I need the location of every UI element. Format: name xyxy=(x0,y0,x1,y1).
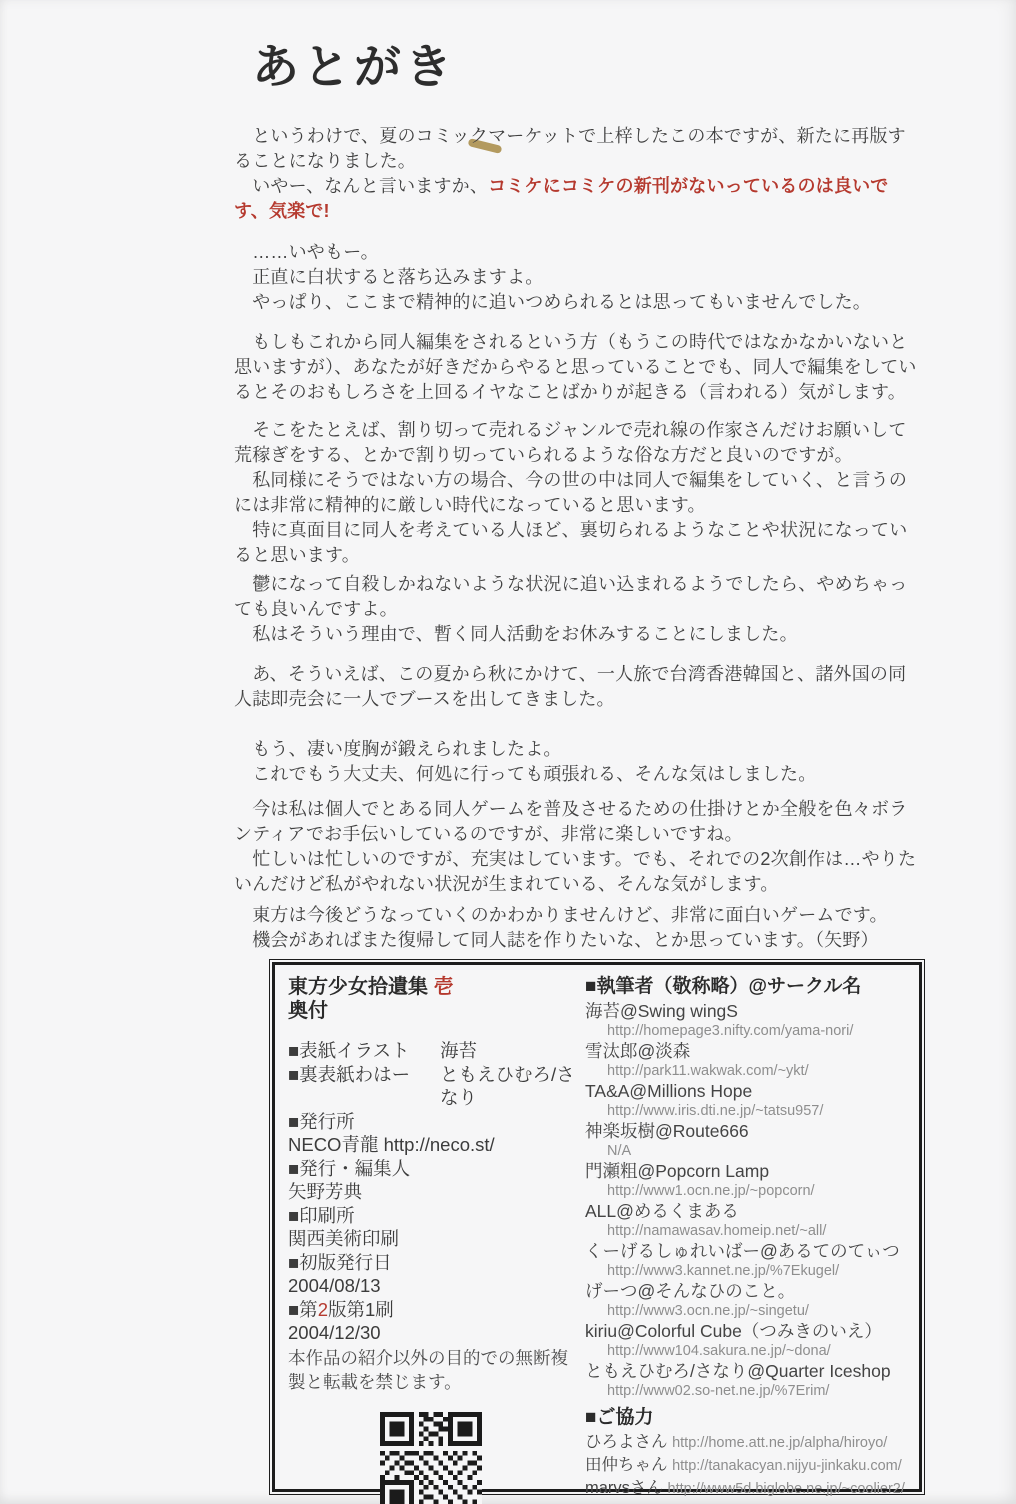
text-line: もう、凄い度胸が鍛えられましたよ。 xyxy=(234,739,562,759)
writer-entry xyxy=(585,1001,917,1041)
writer-entry xyxy=(585,1041,917,1081)
second-edition-date: 2004/12/30 xyxy=(288,1322,381,1343)
text-line: もしもこれから同人編集をされるという方（もうこの時代ではなかなかいないと思いますが）、あなたが好きだからやると思っていることでも、同人で編集をしているとそのおもしろさを上回るイヤなことばかりが起きる（言われる）気がします。 xyxy=(234,332,917,402)
publisher-label: ■発行所 xyxy=(288,1110,355,1132)
paragraph-2 xyxy=(234,240,922,315)
writer-url: http://park11.wakwak.com/~ykt/ xyxy=(607,1062,809,1079)
writer-entry xyxy=(585,1321,917,1361)
writer-url: http://www.iris.dti.ne.jp/~tatsu957/ xyxy=(607,1102,824,1119)
text-line xyxy=(234,174,922,224)
text-line: 機会があればまた復帰して同人誌を作りたいな、とか思っています。（矢野） xyxy=(234,930,879,950)
book-title-volume: 壱 xyxy=(433,976,454,998)
writer-entry xyxy=(585,1361,917,1401)
first-edition-date: 2004/08/13 xyxy=(288,1275,381,1296)
second-edition-label xyxy=(288,1298,580,1322)
text-line: 忙しいは忙しいのですが、充実はしています。でも、それでの2次創作は…やりたいんだけど私がやれない状況が生まれている、そんな気がします。 xyxy=(234,849,917,894)
second-edition-pre: ■第 xyxy=(288,1298,318,1320)
writer-url: http://www1.ocn.ne.jp/~popcorn/ xyxy=(607,1182,815,1199)
writer-entry xyxy=(585,1241,917,1281)
coop-url: http://home.att.ne.jp/alpha/hiroyo/ xyxy=(672,1435,888,1451)
paragraph-9 xyxy=(234,903,922,953)
writer-entry xyxy=(585,1121,917,1161)
writer-name: 雪汰郎@淡森 xyxy=(585,1041,691,1061)
colophon-box xyxy=(272,962,922,1497)
text-segment-red: コミケにコミケの新刊がないっているのは良いです、気楽で! xyxy=(234,176,889,221)
writer-url: http://www3.ocn.ne.jp/~singetu/ xyxy=(607,1302,809,1319)
qr-code xyxy=(380,1412,482,1504)
text-line: 私同様にそうではない方の場合、今の世の中は同人で編集をしていく、と言うのには非常に精神的に厳しい時代になっていると思います。 xyxy=(234,470,908,515)
writer-url: http://www104.sakura.ne.jp/~dona/ xyxy=(607,1342,831,1359)
writer-url: http://www3.kannet.ne.jp/%7Ekugel/ xyxy=(607,1262,840,1279)
text-line: というわけで、夏のコミックマーケットで上梓したこの本ですが、新たに再版することになりました。 xyxy=(234,126,906,171)
coop-entry xyxy=(585,1454,917,1477)
writer-name: 神楽坂樹@Route666 xyxy=(585,1121,749,1141)
coop-name: 田仲ちゃん xyxy=(585,1456,668,1474)
okuzuke-label: 奥付 xyxy=(288,1000,328,1022)
writers-list xyxy=(585,1001,917,1401)
text-line: そこをたとえば、割り切って売れるジャンルで売れ線の作家さんだけお願いして荒稼ぎをする、とかで割り切っていられるような俗な方だと良いのですが。 xyxy=(234,420,907,465)
coop-entry xyxy=(585,1477,917,1500)
cover-credit-row xyxy=(288,1039,580,1063)
writer-name: くーげるしゅれいばー@あるてのてぃつ xyxy=(585,1241,900,1261)
page-title-text: あとがき xyxy=(252,40,456,93)
printer-value: 関西美術印刷 xyxy=(288,1228,400,1249)
writer-entry xyxy=(585,1281,917,1321)
credit-label: ■表紙イラスト xyxy=(288,1040,410,1061)
text-line: あ、そういえば、この夏から秋にかけて、一人旅で台湾香港韓国と、諸外国の同人誌即売会に一人でブースを出してきました。 xyxy=(234,664,907,709)
writer-entry xyxy=(585,1161,917,1201)
text-line: 特に真面目に同人を考えている人ほど、裏切られるようなことや状況になっていると思います。 xyxy=(234,520,908,565)
coop-url: http://tanakacyan.nijyu-jinkaku.com/ xyxy=(672,1458,902,1474)
book-title-text: 東方少女拾遺集 xyxy=(288,976,434,998)
writer-url: N/A xyxy=(607,1142,632,1159)
copyright-notice: 本作品の紹介以外の目的での無断複製と転載を禁じます。 xyxy=(288,1347,568,1392)
paragraph-4 xyxy=(234,418,922,568)
paragraph-3 xyxy=(234,330,922,405)
credit-value: 海苔 xyxy=(440,1040,478,1061)
credit-label: ■裏表紙わはー xyxy=(288,1063,411,1085)
writer-entry xyxy=(585,1201,917,1241)
writer-name: げーつ@そんなひのこと。 xyxy=(585,1281,796,1301)
qr-finder-top-left xyxy=(380,1412,414,1446)
writer-name: 海苔@Swing wingS xyxy=(585,1001,738,1021)
writer-url: http://homepage3.nifty.com/yama-nori/ xyxy=(607,1022,854,1039)
text-line: これでもう大丈夫、何処に行っても頑張れる、そんな気はしました。 xyxy=(234,764,817,784)
writer-name: ともえひむろ/さなり@Quarter Iceshop xyxy=(585,1361,891,1381)
writer-entry xyxy=(585,1081,917,1121)
qr-finder-top-right xyxy=(448,1412,482,1446)
editor-label: ■発行・編集人 xyxy=(288,1157,411,1179)
text-line: 東方は今後どうなっていくのかわかりませんけど、非常に面白いゲームです。 xyxy=(234,905,888,925)
writers-heading: ■執筆者（敬称略）@サークル名 xyxy=(585,976,862,997)
colophon-right-column xyxy=(585,975,917,1500)
colophon-left-column xyxy=(288,975,580,1504)
cover-credit-row xyxy=(288,1063,580,1110)
colophon-meta xyxy=(288,1039,580,1345)
paragraph-1 xyxy=(234,124,922,224)
cover-credit-rows xyxy=(288,1039,580,1110)
text-line: 今は私は個人でとある同人ゲームを普及させるための仕掛けとか全般を色々ボランティアでお手伝いしているのですが、非常に楽しいですね。 xyxy=(234,799,908,844)
text-line: やっぱり、ここまで精神的に追いつめられるとは思ってもいませんでした。 xyxy=(234,292,871,312)
writer-name: TA&A@Millions Hope xyxy=(585,1081,753,1101)
writer-name: 門瀬粗@Popcorn Lamp xyxy=(585,1161,770,1181)
second-edition-post: 版第1刷 xyxy=(327,1298,394,1320)
text-line: 鬱になって自殺しかねないような状況に追い込まれるようでしたら、やめちゃっても良いんですよ。 xyxy=(234,574,908,619)
publisher-value: NECO青龍 http://neco.st/ xyxy=(288,1134,495,1155)
paragraph-6 xyxy=(234,662,922,712)
page-title xyxy=(252,30,456,97)
coop-name: ひろよさん xyxy=(585,1433,668,1451)
paragraph-5 xyxy=(234,572,922,647)
qr-finder-bottom-left xyxy=(380,1480,414,1504)
credit-value: ともえひむろ/さなり xyxy=(440,1063,575,1108)
text-line: ……いやもー。 xyxy=(234,242,379,262)
first-edition-label: ■初版発行日 xyxy=(288,1251,392,1273)
coop-url: http://www5d.biglobe.ne.jp/~coolier2/ xyxy=(667,1481,905,1497)
second-edition-number: 2 xyxy=(317,1298,328,1320)
paragraph-7 xyxy=(234,737,922,787)
coop-heading: ■ご協力 xyxy=(585,1407,654,1428)
text-segment: いやー、なんと言いますか、 xyxy=(234,176,489,196)
coop-list xyxy=(585,1431,917,1500)
text-line: 私はそういう理由で、暫く同人活動をお休みすることにしました。 xyxy=(234,624,798,644)
paragraph-8 xyxy=(234,797,922,897)
coop-entry xyxy=(585,1431,917,1454)
text-line: 正直に白状すると落ち込みますよ。 xyxy=(234,267,544,287)
writer-name: ALL@めるくまある xyxy=(585,1201,739,1221)
editor-value: 矢野芳典 xyxy=(288,1181,363,1202)
printer-label: ■印刷所 xyxy=(288,1204,355,1226)
coop-name: marvsさん xyxy=(585,1479,663,1497)
book-title xyxy=(288,975,580,999)
writer-name: kiriu@Colorful Cube（つみきのいえ） xyxy=(585,1321,882,1341)
writer-url: http://namawasav.homeip.net/~all/ xyxy=(607,1222,827,1239)
writer-url: http://www02.so-net.ne.jp/%7Erim/ xyxy=(607,1382,830,1399)
